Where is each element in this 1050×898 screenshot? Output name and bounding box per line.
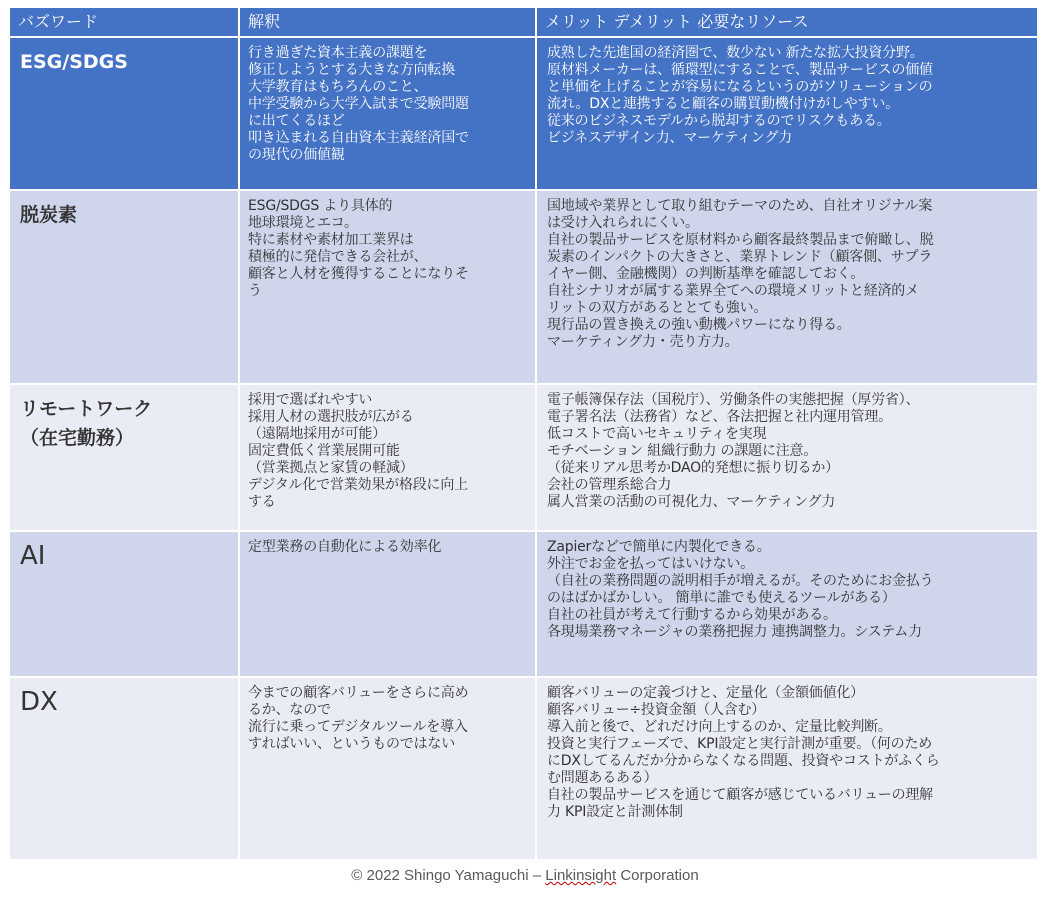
- buzzword-table: [10, 8, 1037, 861]
- topic-dx: DX: [10, 678, 240, 861]
- merits-decarbonization: 国地域や業界として取り組むテーマのため、自社オリジナル案 は受け入れられにくい。 自社の製品サービスを原材料から顧客最終製品まで俯瞰し、脱 炭素のインパクトの大きさと、業界トレンド（顧客側、サプラ イヤー側、金融機関）の判断基準を確認しておく。 自社シナリオが属する業界全てへの環境メリットと経済的メ リットの双方があるととても強い。 現行品の置き換えの強い動機パワーになり得る。 マーケティング力・売り方力。: [537, 191, 1037, 385]
- interpretation-ai: 定型業務の自動化による効率化: [240, 532, 537, 678]
- interpretation-decarbonization: ESG/SDGS より具体的 地球環境とエコ。 特に素材や素材加工業界は 積極的に発信できる会社が、 顧客と人材を獲得することになりそ う: [240, 191, 537, 385]
- header-interpretation: 解釈: [240, 8, 537, 38]
- interpretation-dx: 今までの顧客バリューをさらに高め るか、なので 流行に乗ってデジタルツールを導入 すればいい、というものではない: [240, 678, 537, 861]
- topic-ai: AI: [10, 532, 240, 678]
- merits-ai: Zapierなどで簡単に内製化できる。 外注でお金を払ってはいけない。 （自社の業務問題の説明相手が増えるが。そのためにお金払う のはばかばかしい。 簡単に誰でも使えるツールがある） 自社の社員が考えて行動するから効果がある。 各現場業務マネージャの業務把握力 連携調整力。システム力: [537, 532, 1037, 678]
- merits-dx: 顧客バリューの定義づけと、定量化（金額価値化） 顧客バリュー÷投資金額（人含む） 導入前と後で、どれだけ向上するのか、定量比較判断。 投資と実行フェーズで、KPI設定と実行計測が重要。（何のため にDXしてるんだか分からなくなる問題、投資やコストがふくら む問題あるある） 自社の製品サービスを通じて顧客が感じているバリューの理解 力 KPI設定と計測体制: [537, 678, 1037, 861]
- interpretation-remote-work: 採用で選ばれやすい 採用人材の選択肢が広がる （遠隔地採用が可能） 固定費低く営業展開可能 （営業拠点と家賃の軽減） デジタル化で営業効果が格段に向上 する: [240, 385, 537, 532]
- interpretation-esg-sdgs: 行き過ぎた資本主義の課題を 修正しようとする大きな方向転換 大学教育はもちろんのこと、 中学受験から大学入試まで受験問題 に出てくるほど 叩き込まれる自由資本主義経済国で の現代の価値観: [240, 38, 537, 191]
- copyright-footer: [0, 867, 1050, 884]
- header-merits: メリット デメリット 必要なリソース: [537, 8, 1037, 38]
- footer-suffix: Corporation: [616, 867, 699, 884]
- topic-esg-sdgs: ESG/SDGS: [10, 38, 240, 191]
- footer-company: Linkinsight: [545, 867, 617, 884]
- header-topic: バズワード: [10, 8, 240, 38]
- footer-prefix: © 2022 Shingo Yamaguchi –: [351, 867, 546, 884]
- topic-remote-work: リモートワーク （在宅勤務）: [10, 385, 240, 532]
- merits-esg-sdgs: 成熟した先進国の経済圏で、数少ない 新たな拡大投資分野。 原材料メーカーは、循環型にすることで、製品サービスの価値 と単価を上げることが容易になるというのがソリューションの 流れ。DXと連携すると顧客の購買動機付けがしやすい。 従来のビジネスモデルから脱却するのでリスクもある。 ビジネスデザイン力、マーケティング力: [537, 38, 1037, 191]
- merits-remote-work: 電子帳簿保存法（国税庁）、労働条件の実態把握（厚労省）、 電子署名法（法務省）など、各法把握と社内運用管理。 低コストで高いセキュリティを実現 モチベーション 組織行動力 の課題に注意。 （従来リアル思考かDAO的発想に振り切るか） 会社の管理系総合力 属人営業の活動の可視化力、マーケティング力: [537, 385, 1037, 532]
- topic-decarbonization: 脱炭素: [10, 191, 240, 385]
